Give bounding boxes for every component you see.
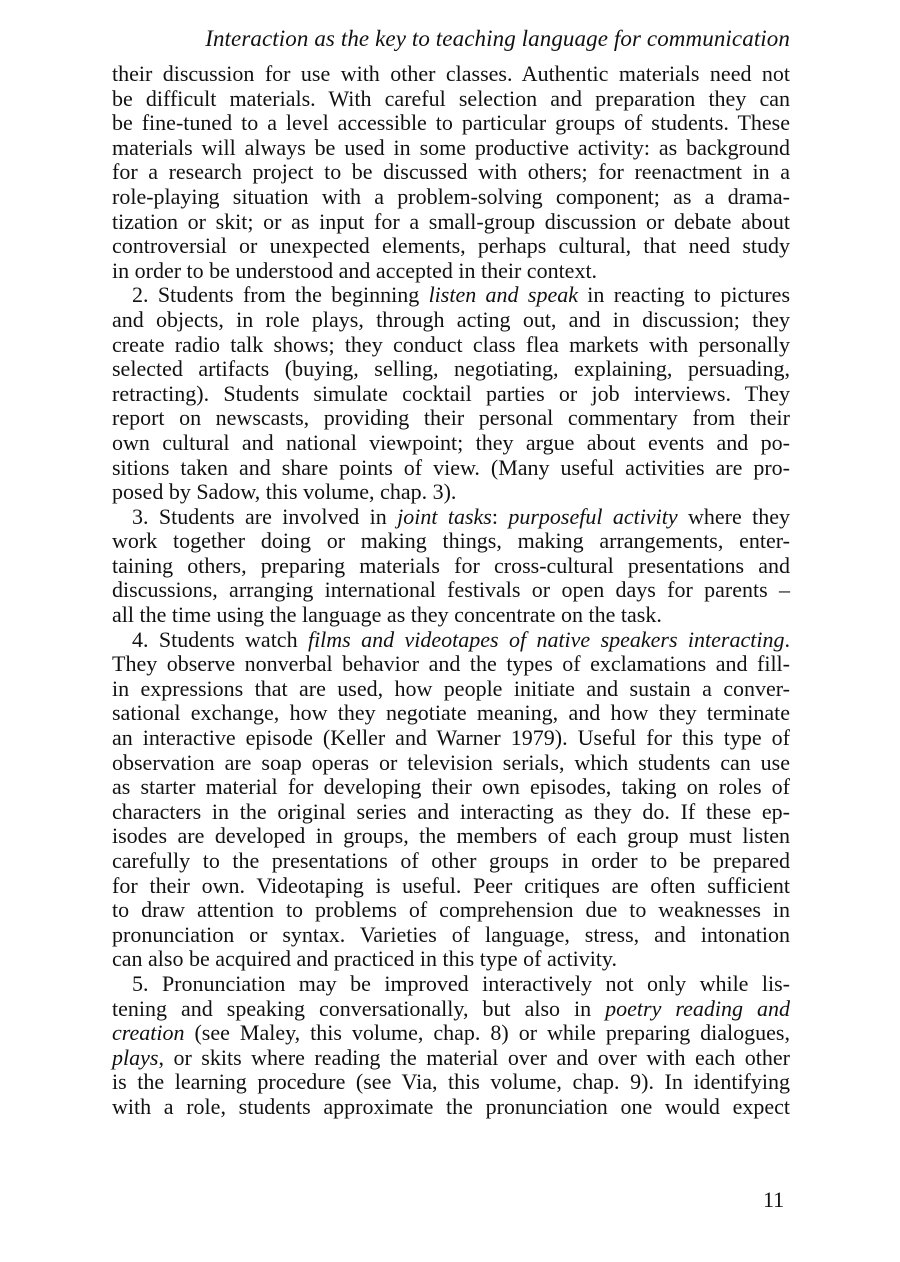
text-line: can also be acquired and practiced in this type of activity.	[112, 946, 617, 972]
emphasis: listen and speak	[428, 282, 578, 308]
emphasis: creation	[112, 1020, 185, 1046]
text-line: is the learning procedure (see Via, this volume, chap. 9). In identifying	[112, 1069, 790, 1095]
emphasis: poetry reading and	[605, 995, 790, 1021]
text-run: 3. Students are involved in	[132, 503, 398, 529]
text-line: with a role, students approximate the pronunciation one would expect	[112, 1093, 790, 1119]
text-line: sitions taken and share points of view. (Many useful activities are pro-	[112, 454, 790, 480]
text-line: for a research project to be discussed with others; for reenactment in a	[112, 159, 790, 185]
list-item-3-first-line	[112, 505, 790, 530]
text-run: (see Maley, this volume, chap. 8) or while preparing dialogues,	[184, 1020, 790, 1046]
text-line: They observe nonverbal behavior and the types of exclamations and fill-	[112, 651, 790, 677]
list-item-2-first-line	[112, 283, 790, 308]
text-run: 2. Students from the beginning	[132, 282, 429, 308]
text-run: where they	[677, 503, 791, 529]
text-line	[112, 997, 790, 1022]
text-line: taining others, preparing materials for cross-cultural presentations and	[112, 552, 790, 578]
list-item-5-first-line: 5. Pronunciation may be improved interactively not only while lis-	[132, 970, 790, 996]
text-run: :	[491, 503, 509, 529]
text-run: , or skits where reading the material over and over with each other	[158, 1044, 790, 1070]
page-number: 11	[763, 1187, 785, 1212]
text-line: be fine-tuned to a level accessible to particular groups of students. These	[112, 110, 790, 136]
text-line: characters in the original series and interacting as they do. If these ep-	[112, 798, 790, 824]
text-line: all the time using the language as they concentrate on the task.	[112, 602, 662, 628]
text-line: own cultural and national viewpoint; they argue about events and po-	[112, 429, 790, 455]
text-line: be difficult materials. With careful selection and preparation they can	[112, 85, 790, 111]
text-line: posed by Sadow, this volume, chap. 3).	[112, 479, 457, 505]
text-line: sational exchange, how they negotiate meaning, and how they terminate	[112, 700, 790, 726]
body-text	[112, 62, 790, 1120]
text-line: to draw attention to problems of comprehension due to weaknesses in	[112, 897, 790, 923]
text-line: isodes are developed in groups, the members of each group must listen	[112, 823, 790, 849]
text-line: in order to be understood and accepted in their context.	[112, 257, 598, 283]
text-run: .	[784, 626, 790, 652]
text-line: role-playing situation with a problem-solving component; as a drama-	[112, 183, 790, 209]
text-line: as starter material for developing their own episodes, taking on roles of	[112, 774, 790, 800]
emphasis: joint tasks	[397, 503, 492, 529]
text-line	[112, 1021, 790, 1046]
text-line: pronunciation or syntax. Varieties of language, stress, and intonation	[112, 921, 790, 947]
text-line: controversial or unexpected elements, perhaps cultural, that need study	[112, 233, 790, 259]
text-line: retracting). Students simulate cocktail parties or job interviews. They	[112, 380, 790, 406]
text-line: an interactive episode (Keller and Warner 1979). Useful for this type of	[112, 725, 790, 751]
text-line: discussions, arranging international festivals or open days for parents –	[112, 577, 790, 603]
text-line: carefully to the presentations of other groups in order to be prepared	[112, 848, 790, 873]
text-line: tization or skit; or as input for a small-group discussion or debate about	[112, 208, 790, 234]
text-run: in reacting to pictures	[577, 282, 791, 308]
text-line: materials will always be used in some productive activity: as background	[112, 134, 790, 160]
emphasis: plays	[112, 1044, 159, 1070]
text-line: for their own. Videotaping is useful. Peer critiques are often sufficient	[112, 872, 790, 898]
text-line: in expressions that are used, how people initiate and sustain a conver-	[112, 675, 790, 701]
text-line: and objects, in role plays, through acting out, and in discussion; they	[112, 306, 790, 332]
text-line: observation are soap operas or television serials, which students can use	[112, 749, 790, 775]
text-line: create radio talk shows; they conduct class flea markets with personally	[112, 331, 790, 357]
text-line: work together doing or making things, making arrangements, enter-	[112, 528, 790, 554]
text-line	[112, 1046, 790, 1071]
text-line: selected artifacts (buying, selling, negotiating, explaining, persuading,	[112, 356, 790, 382]
emphasis: purposeful activity	[508, 503, 678, 529]
text-line: their discussion for use with other classes. Authentic materials need not	[112, 61, 790, 86]
running-head: Interaction as the key to teaching language for communication	[205, 26, 790, 51]
text-run: tening and speaking conversationally, but also in	[112, 995, 606, 1021]
text-line: report on newscasts, providing their personal commentary from their	[112, 405, 790, 431]
text-run: 4. Students watch	[132, 626, 308, 652]
emphasis: films and videotapes of native speakers interacting	[307, 626, 785, 652]
list-item-4-first-line	[112, 628, 790, 653]
